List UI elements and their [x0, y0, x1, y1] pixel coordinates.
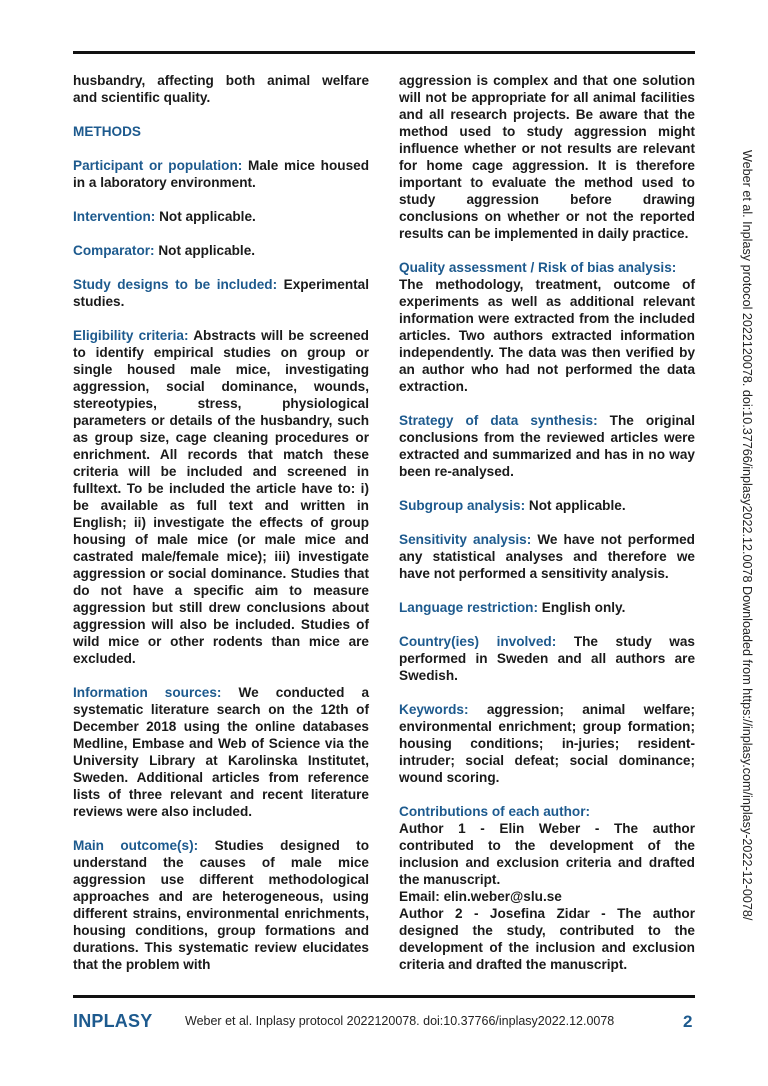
- keywords-label: Keywords:: [399, 702, 469, 717]
- subgroup-analysis-section: [399, 497, 695, 514]
- main-outcomes-label: Main outcome(s):: [73, 838, 199, 853]
- information-sources-section: [73, 684, 369, 820]
- comparator-section: [73, 242, 369, 259]
- data-synthesis-label: Strategy of data synthesis:: [399, 413, 598, 428]
- intro-line: and scientific quality.: [73, 90, 211, 105]
- intervention-section: [73, 208, 369, 225]
- right-column: [399, 72, 695, 990]
- countries-section: [399, 633, 695, 684]
- intro-line: husbandry, affecting both animal welfare: [73, 73, 369, 88]
- eligibility-section: [73, 327, 369, 667]
- data-synthesis-text: The original conclusions from the reviewed articles were extracted and summarized and has in no way been re-analysed.: [399, 413, 695, 479]
- study-designs-label: Study designs to be included:: [73, 277, 278, 292]
- footer-rule: [73, 995, 695, 998]
- header-rule: [73, 51, 695, 54]
- intervention-label: Intervention:: [73, 209, 156, 224]
- footer-brand-logo: INPLASY: [73, 1011, 153, 1031]
- participant-text: Male mice housed in a laboratory environment.: [73, 158, 370, 190]
- eligibility-text: Abstracts will be screened to identify empirical studies on group or single housed male mice, investigating aggression, social dominance, wounds, stereotypies, stress, physiological parameters or details of the husbandry, such as group size, cage cleaning procedures or enrichment. All records that match these criteria will be included and screened in fulltext. To be included the article have to: i) be available as full text and written in English; ii) investigate the effects of group housing of male mice (or male mice and castrated male/female mice); iii) investigate aggression or social dominance. Studies that do not have a specific aim to measure aggression but still drew conclusions about aggression will also be included. Studies of wild mice or other rodents than mice are excluded.: [73, 328, 369, 666]
- sensitivity-analysis-text: We have not performed any statistical analyses and therefore we have not performed a sensitivity analysis.: [399, 532, 695, 581]
- subgroup-analysis-label: Subgroup analysis:: [399, 498, 526, 513]
- quality-assessment-label: Quality assessment / Risk of bias analysis:: [399, 260, 677, 275]
- information-sources-label: Information sources:: [73, 685, 222, 700]
- main-outcomes-text: Studies designed to understand the causes of male mice aggression use different methodological approaches and are heterogeneous, using different strains, environmental enrichments, housing conditions, group formations and durations. This systematic review elucidates that the problem with: [73, 838, 370, 972]
- comparator-text: Not applicable.: [158, 243, 256, 258]
- quality-assessment-text: The methodology, treatment, outcome of experiments as well as additional relevant information were extracted from the included articles. Two authors extracted information independently. The data was then verified by an author who had not performed the data extraction.: [399, 277, 695, 394]
- study-designs-text: Experimental studies.: [73, 277, 369, 309]
- contribution-email[interactable]: Email: elin.weber@slu.se: [399, 889, 562, 904]
- language-restriction-label: Language restriction:: [399, 600, 538, 615]
- section-heading-methods: METHODS: [73, 124, 141, 139]
- contribution-entry-author-2: Author 2 - Josefina Zidar - The author designed the study, contributed to the development of the inclusion and exclusion criteria and drafted the manuscript.: [399, 906, 695, 972]
- keywords-section: [399, 701, 695, 786]
- subgroup-analysis-text: Not applicable.: [528, 498, 626, 513]
- study-designs-section: [73, 276, 369, 310]
- data-synthesis-section: [399, 412, 695, 480]
- comparator-label: Comparator:: [73, 243, 155, 258]
- left-column: [73, 72, 369, 990]
- contributions-section: [399, 803, 695, 973]
- participant-section: [73, 157, 369, 191]
- quality-assessment-section: [399, 259, 695, 395]
- sensitivity-analysis-label: Sensitivity analysis:: [399, 532, 532, 547]
- side-download-note: [736, 150, 756, 1010]
- language-restriction-section: [399, 599, 695, 616]
- footer-citation: Weber et al. Inplasy protocol 2022120078. doi:10.37766/inplasy2022.12.0078: [185, 1014, 615, 1028]
- countries-text: The study was performed in Sweden and all authors are Swedish.: [399, 634, 695, 683]
- contribution-entry-author-1: Author 1 - Elin Weber - The author contributed to the development of the inclusion and exclusion criteria and drafted the manuscript.: [399, 821, 695, 887]
- participant-label: Participant or population:: [73, 158, 243, 173]
- main-outcomes-section: [73, 837, 369, 973]
- keywords-text: aggression; animal welfare; environmental enrichment; group formation; housing conditions; in-juries; resident-intruder; social defeat; social dominance; wound scoring.: [399, 702, 696, 785]
- intervention-text: Not applicable.: [159, 209, 256, 224]
- language-restriction-text: English only.: [541, 600, 626, 615]
- intro-continuation: [73, 72, 369, 106]
- countries-label: Country(ies) involved:: [399, 634, 557, 649]
- eligibility-label: Eligibility criteria:: [73, 328, 189, 343]
- contributions-label: Contributions of each author:: [399, 804, 591, 819]
- main-outcomes-continuation: aggression is complex and that one solution will not be appropriate for all animal facilities and all research projects. Be aware that the method used to study aggression might influence whether or not results are relevant for home cage aggression. It is therefore important to evaluate the method used to study aggression before drawing conclusions on whether or not the reported results can be implemented in daily practice.: [399, 73, 695, 241]
- side-download-text[interactable]: Weber et al. Inplasy protocol 2022120078. doi:10.37766/inplasy2022.12.0078 Downloaded from https://inplasy.com/inplasy-2022-12-0078/: [740, 150, 754, 921]
- sensitivity-analysis-section: [399, 531, 695, 582]
- page-number: 2: [683, 1012, 693, 1031]
- information-sources-text: We conducted a systematic literature search on the 12th of December 2018 using the online databases Medline, Embase and Web of Science via the University Library at Karolinska Institutet, Sweden. Additional articles from reference lists of three relevant and recent literature reviews were also included.: [73, 685, 370, 819]
